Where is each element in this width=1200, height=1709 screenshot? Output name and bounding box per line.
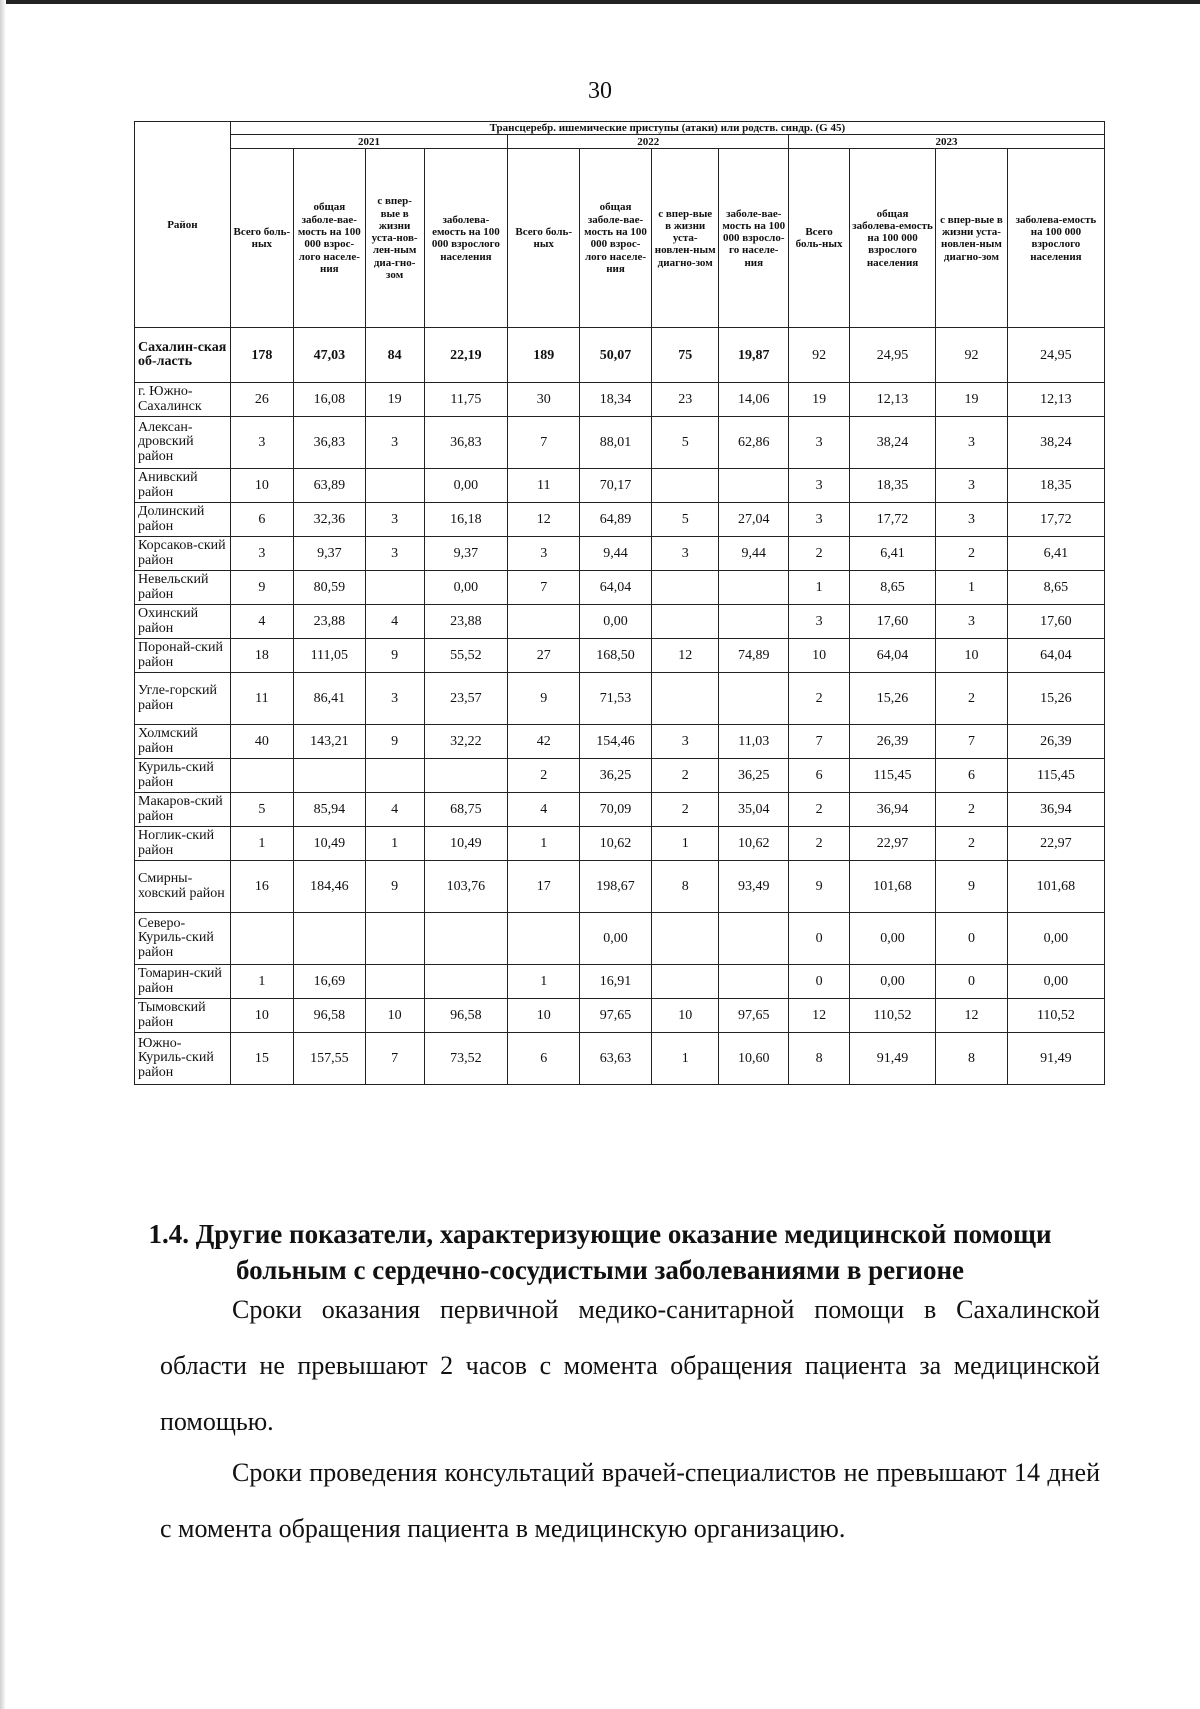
- value-cell: 5: [230, 793, 293, 827]
- value-cell: 16,18: [424, 503, 508, 537]
- value-cell: 64,89: [580, 503, 652, 537]
- value-cell: 6: [936, 759, 1008, 793]
- value-cell: 10: [230, 999, 293, 1033]
- corner-header: Район: [135, 122, 231, 328]
- value-cell: [719, 605, 789, 639]
- value-cell: [293, 913, 365, 965]
- value-cell: 2: [789, 827, 850, 861]
- value-cell: 55,52: [424, 639, 508, 673]
- value-cell: 63,63: [580, 1033, 652, 1085]
- value-cell: 10: [789, 639, 850, 673]
- table-row: [135, 725, 1105, 759]
- value-cell: 101,68: [1007, 861, 1104, 913]
- table-row: [135, 639, 1105, 673]
- value-cell: 7: [936, 725, 1008, 759]
- value-cell: 189: [508, 328, 580, 383]
- value-cell: 14,06: [719, 383, 789, 417]
- value-cell: 6: [789, 759, 850, 793]
- value-cell: [651, 571, 718, 605]
- value-cell: 15,26: [850, 673, 936, 725]
- value-cell: 26,39: [1007, 725, 1104, 759]
- value-cell: 96,58: [293, 999, 365, 1033]
- value-cell: 88,01: [580, 417, 652, 469]
- column-header: общая заболе-вае-мость на 100 000 взрос-лого населе-ния: [580, 149, 652, 328]
- value-cell: 0,00: [1007, 913, 1104, 965]
- incidence-table: [134, 121, 1105, 1085]
- district-name-cell: Сахалин-ская об-ласть: [135, 328, 231, 383]
- value-cell: 35,04: [719, 793, 789, 827]
- table-row: [135, 999, 1105, 1033]
- district-name-cell: Северо-Куриль-ский район: [135, 913, 231, 965]
- value-cell: 4: [508, 793, 580, 827]
- paragraph-text: Сроки оказания первичной медико-санитарной помощи в Сахалинской области не превышают 2 часов с момента обращения пациента за медицинской помощью.: [160, 1295, 1100, 1436]
- value-cell: 5: [651, 503, 718, 537]
- value-cell: 5: [651, 417, 718, 469]
- column-header: с впер-вые в жизни уста-нов-лен-ным диа-гно-зом: [365, 149, 424, 328]
- value-cell: [508, 605, 580, 639]
- value-cell: 8: [651, 861, 718, 913]
- value-cell: 0: [936, 965, 1008, 999]
- value-cell: 2: [508, 759, 580, 793]
- value-cell: 1: [789, 571, 850, 605]
- column-header: заболева-емость на 100 000 взрослого населения: [424, 149, 508, 328]
- value-cell: 92: [789, 328, 850, 383]
- district-name-cell: Долинский район: [135, 503, 231, 537]
- year-header-2022: 2022: [508, 135, 789, 149]
- value-cell: 3: [936, 605, 1008, 639]
- value-cell: 19: [365, 383, 424, 417]
- value-cell: [651, 673, 718, 725]
- value-cell: 157,55: [293, 1033, 365, 1085]
- value-cell: 10,60: [719, 1033, 789, 1085]
- district-name-cell: Ноглик-ский район: [135, 827, 231, 861]
- value-cell: 36,94: [850, 793, 936, 827]
- value-cell: 115,45: [1007, 759, 1104, 793]
- value-cell: 24,95: [850, 328, 936, 383]
- value-cell: 4: [230, 605, 293, 639]
- value-cell: 7: [789, 725, 850, 759]
- value-cell: 0,00: [424, 571, 508, 605]
- value-cell: 0: [789, 965, 850, 999]
- paragraph: [160, 1445, 1100, 1557]
- value-cell: 23,88: [424, 605, 508, 639]
- value-cell: 9: [365, 725, 424, 759]
- value-cell: 4: [365, 605, 424, 639]
- column-header: заболе-вае-мость на 100 000 взросло-го населе-ния: [719, 149, 789, 328]
- value-cell: 17: [508, 861, 580, 913]
- value-cell: 9: [230, 571, 293, 605]
- value-cell: 0: [936, 913, 1008, 965]
- value-cell: 10: [508, 999, 580, 1033]
- value-cell: 2: [936, 793, 1008, 827]
- value-cell: 22,97: [850, 827, 936, 861]
- value-cell: 0,00: [850, 913, 936, 965]
- value-cell: [230, 759, 293, 793]
- value-cell: 36,25: [719, 759, 789, 793]
- value-cell: 2: [936, 537, 1008, 571]
- value-cell: 75: [651, 328, 718, 383]
- value-cell: 8,65: [1007, 571, 1104, 605]
- value-cell: 9,37: [424, 537, 508, 571]
- value-cell: 0,00: [424, 469, 508, 503]
- value-cell: 96,58: [424, 999, 508, 1033]
- value-cell: 9: [508, 673, 580, 725]
- value-cell: 36,83: [293, 417, 365, 469]
- table-row: [135, 328, 1105, 383]
- value-cell: 17,72: [1007, 503, 1104, 537]
- value-cell: [719, 965, 789, 999]
- value-cell: 16: [230, 861, 293, 913]
- value-cell: 8: [789, 1033, 850, 1085]
- value-cell: 12,13: [1007, 383, 1104, 417]
- value-cell: 2: [936, 827, 1008, 861]
- value-cell: 11: [230, 673, 293, 725]
- column-header: Всего боль-ных: [508, 149, 580, 328]
- table-header: [135, 122, 1105, 328]
- value-cell: 3: [789, 469, 850, 503]
- value-cell: 10,49: [424, 827, 508, 861]
- value-cell: 10,62: [719, 827, 789, 861]
- value-cell: [651, 605, 718, 639]
- table-row: [135, 793, 1105, 827]
- value-cell: 6: [508, 1033, 580, 1085]
- value-cell: 17,72: [850, 503, 936, 537]
- value-cell: 62,86: [719, 417, 789, 469]
- value-cell: [365, 913, 424, 965]
- value-cell: 12,13: [850, 383, 936, 417]
- scan-left-shadow: [0, 0, 6, 1709]
- value-cell: 18,35: [1007, 469, 1104, 503]
- value-cell: 16,69: [293, 965, 365, 999]
- value-cell: 12: [508, 503, 580, 537]
- value-cell: 18,34: [580, 383, 652, 417]
- value-cell: 0,00: [850, 965, 936, 999]
- value-cell: 93,49: [719, 861, 789, 913]
- value-cell: 3: [936, 469, 1008, 503]
- value-cell: 3: [789, 503, 850, 537]
- value-cell: 10: [365, 999, 424, 1033]
- value-cell: 36,83: [424, 417, 508, 469]
- value-cell: 0,00: [580, 605, 652, 639]
- district-name-cell: Поронай-ский район: [135, 639, 231, 673]
- section-heading: 1.4. Другие показатели, характеризующие оказание медицинской помощи больным с сердечно-сосудистыми заболеваниями в регионе: [148, 1219, 1052, 1286]
- district-name-cell: Анивский район: [135, 469, 231, 503]
- value-cell: 2: [651, 759, 718, 793]
- column-header: общая заболева-емость на 100 000 взрослого населения: [850, 149, 936, 328]
- value-cell: 1: [508, 827, 580, 861]
- page-number: 30: [588, 78, 612, 104]
- value-cell: 184,46: [293, 861, 365, 913]
- value-cell: 3: [789, 605, 850, 639]
- column-header: Всего боль-ных: [230, 149, 293, 328]
- value-cell: [365, 571, 424, 605]
- value-cell: 12: [789, 999, 850, 1033]
- value-cell: 10,49: [293, 827, 365, 861]
- group-header: Трансцеребр. ишемические приступы (атаки) или родств. синдр. (G 45): [230, 122, 1104, 135]
- value-cell: 17,60: [1007, 605, 1104, 639]
- value-cell: 74,89: [719, 639, 789, 673]
- value-cell: 6,41: [1007, 537, 1104, 571]
- value-cell: 143,21: [293, 725, 365, 759]
- value-cell: 3: [936, 417, 1008, 469]
- table-row: [135, 861, 1105, 913]
- table-row: [135, 913, 1105, 965]
- year-header-2023: 2023: [789, 135, 1105, 149]
- value-cell: 9,44: [580, 537, 652, 571]
- paragraph-text: Сроки проведения консультаций врачей-специалистов не превышают 14 дней с момента обращения пациента в медицинскую организацию.: [160, 1458, 1100, 1543]
- district-name-cell: Невельский район: [135, 571, 231, 605]
- value-cell: 6: [230, 503, 293, 537]
- value-cell: 91,49: [1007, 1033, 1104, 1085]
- value-cell: 1: [651, 827, 718, 861]
- value-cell: 9: [789, 861, 850, 913]
- value-cell: 63,89: [293, 469, 365, 503]
- value-cell: 19,87: [719, 328, 789, 383]
- district-name-cell: Макаров-ский район: [135, 793, 231, 827]
- value-cell: 2: [789, 673, 850, 725]
- value-cell: 36,94: [1007, 793, 1104, 827]
- value-cell: [508, 913, 580, 965]
- value-cell: 3: [365, 503, 424, 537]
- value-cell: 1: [365, 827, 424, 861]
- value-cell: [293, 759, 365, 793]
- column-header: Всего боль-ных: [789, 149, 850, 328]
- value-cell: [719, 913, 789, 965]
- table-row: [135, 759, 1105, 793]
- table-row: [135, 417, 1105, 469]
- value-cell: 2: [936, 673, 1008, 725]
- value-cell: 9,44: [719, 537, 789, 571]
- value-cell: 70,17: [580, 469, 652, 503]
- value-cell: 97,65: [719, 999, 789, 1033]
- value-cell: [424, 913, 508, 965]
- district-name-cell: Угле-горский район: [135, 673, 231, 725]
- value-cell: 0,00: [580, 913, 652, 965]
- table-row: [135, 503, 1105, 537]
- value-cell: 10: [230, 469, 293, 503]
- value-cell: [365, 759, 424, 793]
- value-cell: 3: [230, 537, 293, 571]
- value-cell: 85,94: [293, 793, 365, 827]
- value-cell: [651, 469, 718, 503]
- value-cell: 7: [508, 571, 580, 605]
- district-name-cell: Охинский район: [135, 605, 231, 639]
- value-cell: 12: [651, 639, 718, 673]
- value-cell: 47,03: [293, 328, 365, 383]
- scan-top-edge: [0, 0, 1200, 4]
- value-cell: 84: [365, 328, 424, 383]
- table-row: [135, 383, 1105, 417]
- value-cell: 11,03: [719, 725, 789, 759]
- table-row: [135, 537, 1105, 571]
- value-cell: 154,46: [580, 725, 652, 759]
- value-cell: 32,36: [293, 503, 365, 537]
- value-cell: 16,91: [580, 965, 652, 999]
- district-name-cell: Тымовский район: [135, 999, 231, 1033]
- value-cell: 1: [230, 965, 293, 999]
- value-cell: 110,52: [850, 999, 936, 1033]
- value-cell: 3: [365, 673, 424, 725]
- value-cell: 18: [230, 639, 293, 673]
- value-cell: 9: [365, 639, 424, 673]
- value-cell: 70,09: [580, 793, 652, 827]
- value-cell: 23,88: [293, 605, 365, 639]
- value-cell: 115,45: [850, 759, 936, 793]
- value-cell: 110,52: [1007, 999, 1104, 1033]
- value-cell: [719, 469, 789, 503]
- value-cell: 1: [651, 1033, 718, 1085]
- value-cell: 3: [230, 417, 293, 469]
- value-cell: 26: [230, 383, 293, 417]
- value-cell: 7: [508, 417, 580, 469]
- value-cell: 9: [936, 861, 1008, 913]
- value-cell: 16,08: [293, 383, 365, 417]
- value-cell: 22,19: [424, 328, 508, 383]
- value-cell: 80,59: [293, 571, 365, 605]
- district-name-cell: Корсаков-ский район: [135, 537, 231, 571]
- value-cell: 32,22: [424, 725, 508, 759]
- value-cell: 1: [508, 965, 580, 999]
- value-cell: 23: [651, 383, 718, 417]
- value-cell: 10,62: [580, 827, 652, 861]
- value-cell: 50,07: [580, 328, 652, 383]
- district-name-cell: Смирны-ховский район: [135, 861, 231, 913]
- value-cell: 19: [936, 383, 1008, 417]
- value-cell: 30: [508, 383, 580, 417]
- value-cell: 15,26: [1007, 673, 1104, 725]
- value-cell: [719, 673, 789, 725]
- table-row: [135, 1033, 1105, 1085]
- value-cell: 178: [230, 328, 293, 383]
- column-header: общая заболе-вае-мость на 100 000 взрос-лого населе-ния: [293, 149, 365, 328]
- value-cell: 8,65: [850, 571, 936, 605]
- value-cell: 64,04: [850, 639, 936, 673]
- district-name-cell: Южно-Куриль-ский район: [135, 1033, 231, 1085]
- district-name-cell: г. Южно-Сахалинск: [135, 383, 231, 417]
- value-cell: 38,24: [1007, 417, 1104, 469]
- value-cell: 64,04: [580, 571, 652, 605]
- value-cell: 27,04: [719, 503, 789, 537]
- value-cell: 64,04: [1007, 639, 1104, 673]
- table-row: [135, 469, 1105, 503]
- value-cell: 42: [508, 725, 580, 759]
- value-cell: 9: [365, 861, 424, 913]
- value-cell: 19: [789, 383, 850, 417]
- value-cell: 18,35: [850, 469, 936, 503]
- value-cell: 40: [230, 725, 293, 759]
- column-header: с впер-вые в жизни уста-новлен-ным диагно-зом: [651, 149, 718, 328]
- value-cell: 6,41: [850, 537, 936, 571]
- value-cell: 27: [508, 639, 580, 673]
- value-cell: 73,52: [424, 1033, 508, 1085]
- value-cell: 1: [230, 827, 293, 861]
- value-cell: 2: [789, 793, 850, 827]
- value-cell: [424, 759, 508, 793]
- value-cell: 9,37: [293, 537, 365, 571]
- value-cell: 22,97: [1007, 827, 1104, 861]
- district-name-cell: Куриль-ский район: [135, 759, 231, 793]
- value-cell: 10: [936, 639, 1008, 673]
- value-cell: 24,95: [1007, 328, 1104, 383]
- value-cell: 11,75: [424, 383, 508, 417]
- value-cell: 97,65: [580, 999, 652, 1033]
- district-name-cell: Холмский район: [135, 725, 231, 759]
- value-cell: 2: [651, 793, 718, 827]
- value-cell: 92: [936, 328, 1008, 383]
- table-row: [135, 827, 1105, 861]
- value-cell: 0: [789, 913, 850, 965]
- value-cell: 86,41: [293, 673, 365, 725]
- table-row: [135, 605, 1105, 639]
- table-row: [135, 673, 1105, 725]
- value-cell: 36,25: [580, 759, 652, 793]
- value-cell: 3: [936, 503, 1008, 537]
- value-cell: [651, 965, 718, 999]
- value-cell: [651, 913, 718, 965]
- value-cell: 68,75: [424, 793, 508, 827]
- value-cell: 111,05: [293, 639, 365, 673]
- value-cell: [365, 965, 424, 999]
- value-cell: 168,50: [580, 639, 652, 673]
- value-cell: 38,24: [850, 417, 936, 469]
- value-cell: 17,60: [850, 605, 936, 639]
- value-cell: 11: [508, 469, 580, 503]
- paragraph: [160, 1282, 1100, 1450]
- value-cell: 23,57: [424, 673, 508, 725]
- value-cell: 4: [365, 793, 424, 827]
- value-cell: 2: [789, 537, 850, 571]
- table-row: [135, 571, 1105, 605]
- table-body: [135, 328, 1105, 1085]
- value-cell: 91,49: [850, 1033, 936, 1085]
- value-cell: [365, 469, 424, 503]
- value-cell: 103,76: [424, 861, 508, 913]
- column-header: заболева-емость на 100 000 взрослого населения: [1007, 149, 1104, 328]
- value-cell: 3: [651, 725, 718, 759]
- value-cell: 198,67: [580, 861, 652, 913]
- value-cell: 3: [365, 537, 424, 571]
- value-cell: 0,00: [1007, 965, 1104, 999]
- column-header: с впер-вые в жизни уста-новлен-ным диагно-зом: [936, 149, 1008, 328]
- value-cell: [230, 913, 293, 965]
- value-cell: 26,39: [850, 725, 936, 759]
- value-cell: 3: [365, 417, 424, 469]
- district-name-cell: Алексан-дровский район: [135, 417, 231, 469]
- table-row: [135, 965, 1105, 999]
- value-cell: [719, 571, 789, 605]
- value-cell: [424, 965, 508, 999]
- value-cell: 3: [651, 537, 718, 571]
- value-cell: 101,68: [850, 861, 936, 913]
- value-cell: 3: [508, 537, 580, 571]
- value-cell: 15: [230, 1033, 293, 1085]
- value-cell: 1: [936, 571, 1008, 605]
- value-cell: 8: [936, 1033, 1008, 1085]
- value-cell: 10: [651, 999, 718, 1033]
- value-cell: 71,53: [580, 673, 652, 725]
- value-cell: 3: [789, 417, 850, 469]
- value-cell: 12: [936, 999, 1008, 1033]
- district-name-cell: Томарин-ский район: [135, 965, 231, 999]
- year-header-2021: 2021: [230, 135, 508, 149]
- value-cell: 7: [365, 1033, 424, 1085]
